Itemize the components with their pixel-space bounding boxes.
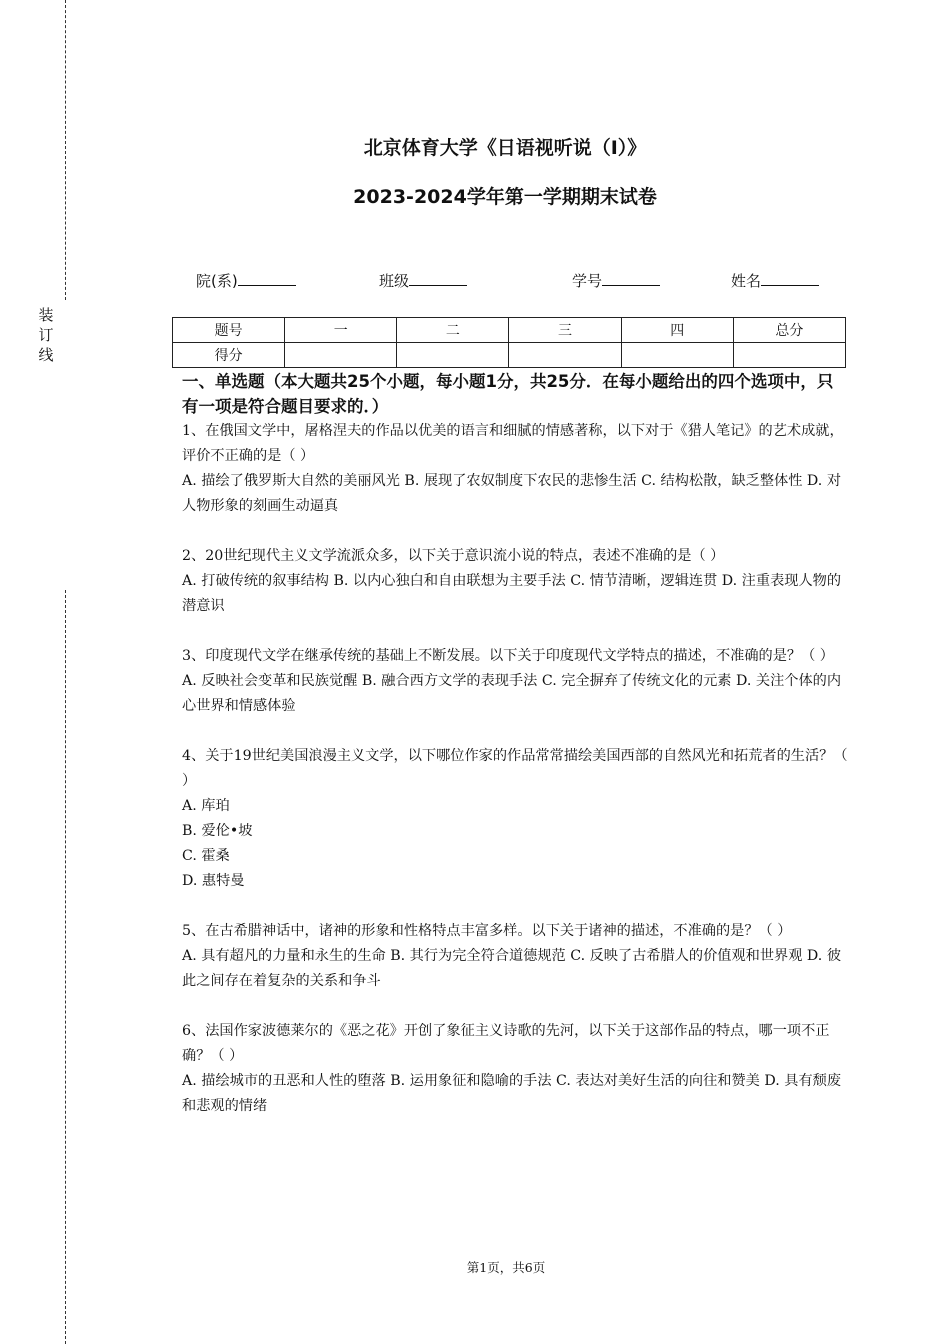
dept-field [196,270,296,291]
question-option: C. 霍桑 [182,848,230,864]
question-option: B. 爱伦•坡 [182,823,253,839]
score-table-cell: 二 [397,318,509,343]
question-option: A. 库珀 [182,798,230,814]
score-input-cell [509,343,621,368]
score-input-cell [397,343,509,368]
binding-char: 线 [38,346,54,364]
question-options: A. 具有超凡的力量和永生的生命 B. 其行为完全符合道德规范 C. 反映了古希腊人的价值观和世界观 D. 彼此之间存在着复杂的关系和争斗 [182,948,842,989]
score-table [172,317,846,368]
question-stem: 3、印度现代文学在继承传统的基础上不断发展。以下关于印度现代文学特点的描述，不准确的是？（ ） [182,648,834,664]
binding-char: 装 [38,306,54,324]
score-table-cell: 总分 [733,318,845,343]
question-options: A. 打破传统的叙事结构 B. 以内心独白和自由联想为主要手法 C. 情节清晰，逻辑连贯 D. 注重表现人物的潜意识 [182,573,842,614]
score-table-cell: 四 [621,318,733,343]
score-table-header-row [173,318,846,343]
question-item [182,919,854,994]
class-blank [409,271,467,286]
binding-char: 订 [38,326,54,344]
question-options: A. 反映社会变革和民族觉醒 B. 融合西方文学的表现手法 C. 完全摒弃了传统文化的元素 D. 关注个体的内心世界和情感体验 [182,673,842,714]
score-table-cell: 题号 [173,318,285,343]
class-field [379,270,467,291]
score-table-score-row [173,343,846,368]
dept-label: 院(系) [196,272,238,290]
exam-subtitle: 2023-2024学年第一学期期末试卷 [353,186,657,208]
student-id-blank [602,271,660,286]
question-item [182,744,854,894]
question-item [182,1019,854,1119]
question-item [182,544,854,619]
score-input-cell [733,343,845,368]
binding-label [38,305,54,365]
question-stem: 1、在俄国文学中，屠格涅夫的作品以优美的语言和细腻的情感著称，以下对于《猎人笔记》的艺术成就，评价不正确的是（ ） [182,423,844,464]
score-table-cell: 三 [509,318,621,343]
name-field [731,270,819,291]
name-label: 姓名 [731,272,762,290]
score-table-cell: 得分 [173,343,285,368]
score-input-cell [621,343,733,368]
page-footer: 第1页，共6页 [466,1260,546,1275]
class-label: 班级 [379,272,410,290]
question-option: D. 惠特曼 [182,873,245,889]
question-stem: 5、在古希腊神话中，诸神的形象和性格特点丰富多样。以下关于诸神的描述，不准确的是？（ ） [182,923,792,939]
question-options: A. 描绘了俄罗斯大自然的美丽风光 B. 展现了农奴制度下农民的悲惨生活 C. 结构松散，缺乏整体性 D. 对人物形象的刻画生动逼真 [182,473,842,514]
question-stem: 4、关于19世纪美国浪漫主义文学，以下哪位作家的作品常常描绘美国西部的自然风光和拓荒者的生活？（ ） [182,748,848,789]
exam-title: 北京体育大学《日语视听说（I）》 [363,137,647,159]
score-input-cell [285,343,397,368]
name-blank [761,271,819,286]
student-id-label: 学号 [572,272,603,290]
question-stem: 2、20世纪现代主义文学流派众多，以下关于意识流小说的特点，表述不准确的是（ ） [182,548,725,564]
binding-dashed-line-bottom [65,590,66,1344]
section-heading: 一、单选题（本大题共25个小题，每小题1分，共25分．在每小题给出的四个选项中，只有一项是符合题目要求的．） [182,372,834,416]
score-table-cell: 一 [285,318,397,343]
question-item [182,644,854,719]
question-list [182,419,854,1144]
dept-blank [238,271,296,286]
question-options: A. 描绘城市的丑恶和人性的堕落 B. 运用象征和隐喻的手法 C. 表达对美好生活的向往和赞美 D. 具有颓废和悲观的情绪 [182,1073,842,1114]
question-stem: 6、法国作家波德莱尔的《恶之花》开创了象征主义诗歌的先河，以下关于这部作品的特点，哪一项不正确？（ ） [182,1023,830,1064]
student-id-field [572,270,660,291]
question-item [182,419,854,519]
